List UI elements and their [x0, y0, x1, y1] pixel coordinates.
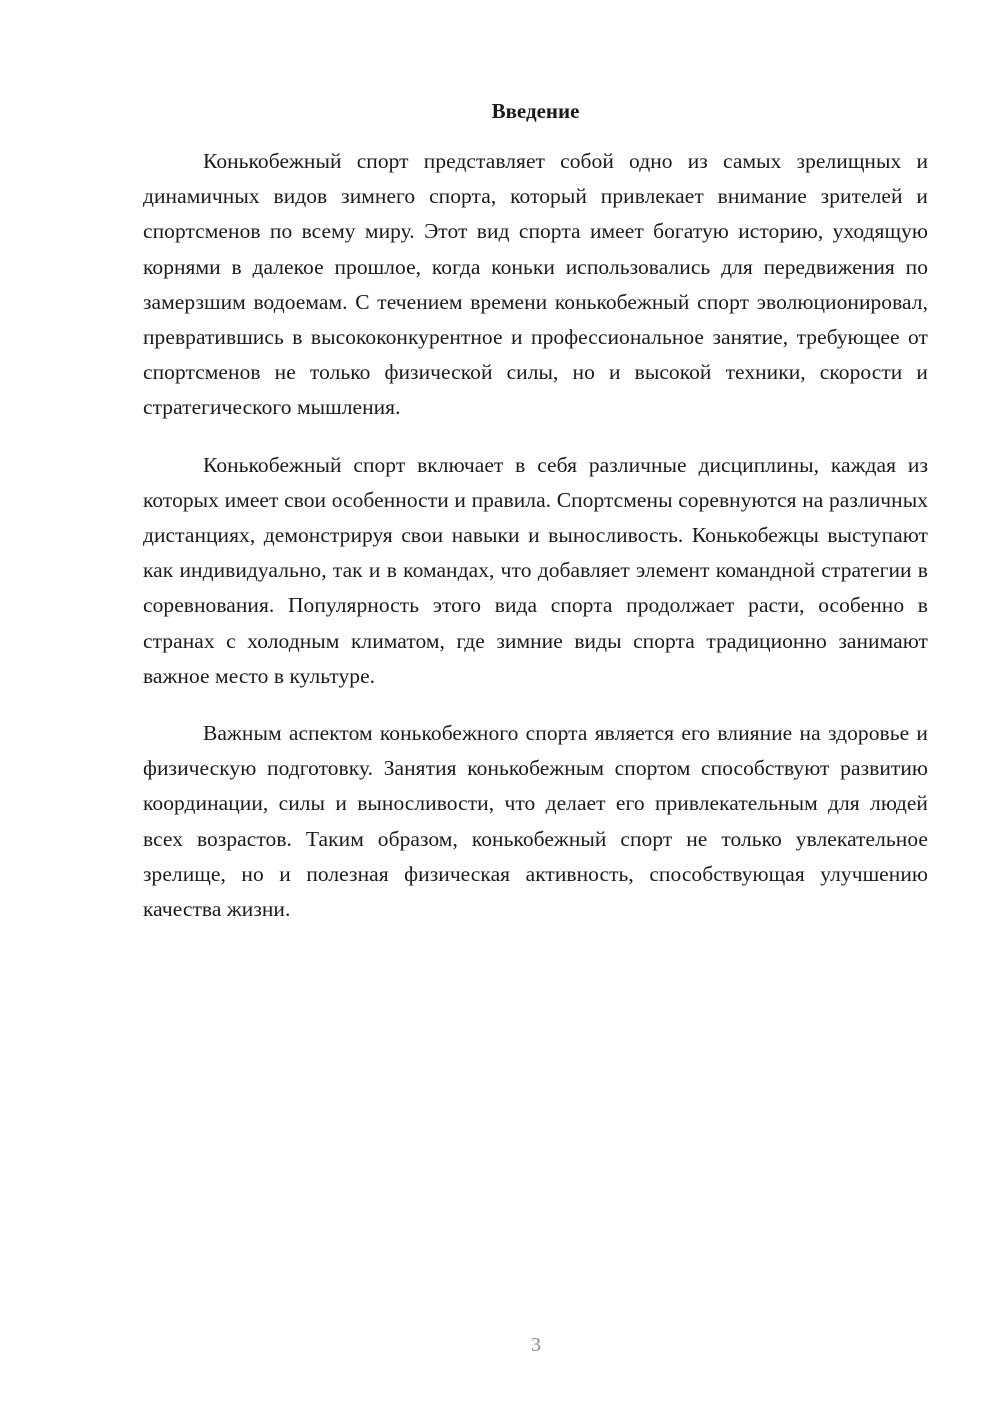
paragraph-2: Конькобежный спорт включает в себя различные дисциплины, каждая из которых имеет свои особенности и правила. Спортсмены соревнуются на различных дистанциях, демонстрируя свои навыки и выносливость. Конькобежцы выступают как индивидуально, так и в командах, что добавляет элемент командной стратегии в соревнования. Популярность этого вида спорта продолжает расти, особенно в странах с холодным климатом, где зимние виды спорта традиционно занимают важное место в культуре.: [143, 452, 928, 688]
paragraph-1: Конькобежный спорт представляет собой одно из самых зрелищных и динамичных видов зимнего спорта, который привлекает внимание зрителей и спортсменов по всему миру. Этот вид спорта имеет богатую историю, уходящую корнями в далекое прошлое, когда коньки использовались для передвижения по замерзшим водоемам. С течением времени конькобежный спорт эволюционировал, превратившись в высококонкурентное и профессиональное занятие, требующее от спортсменов не только физической силы, но и высокой техники, скорости и стратегического мышления.: [143, 149, 928, 420]
page-number: 3: [531, 1334, 541, 1356]
paragraph-3: Важным аспектом конькобежного спорта является его влияние на здоровье и физическую подготовку. Занятия конькобежным спортом способствуют развитию координации, силы и выносливости, что делает его привлекательным для людей всех возрастов. Таким образом, конькобежный спорт не только увлекательное зрелище, но и полезная физическая активность, способствующая улучшению качества жизни.: [143, 721, 928, 922]
page-content: [143, 96, 928, 949]
section-heading: Введение: [491, 99, 580, 123]
